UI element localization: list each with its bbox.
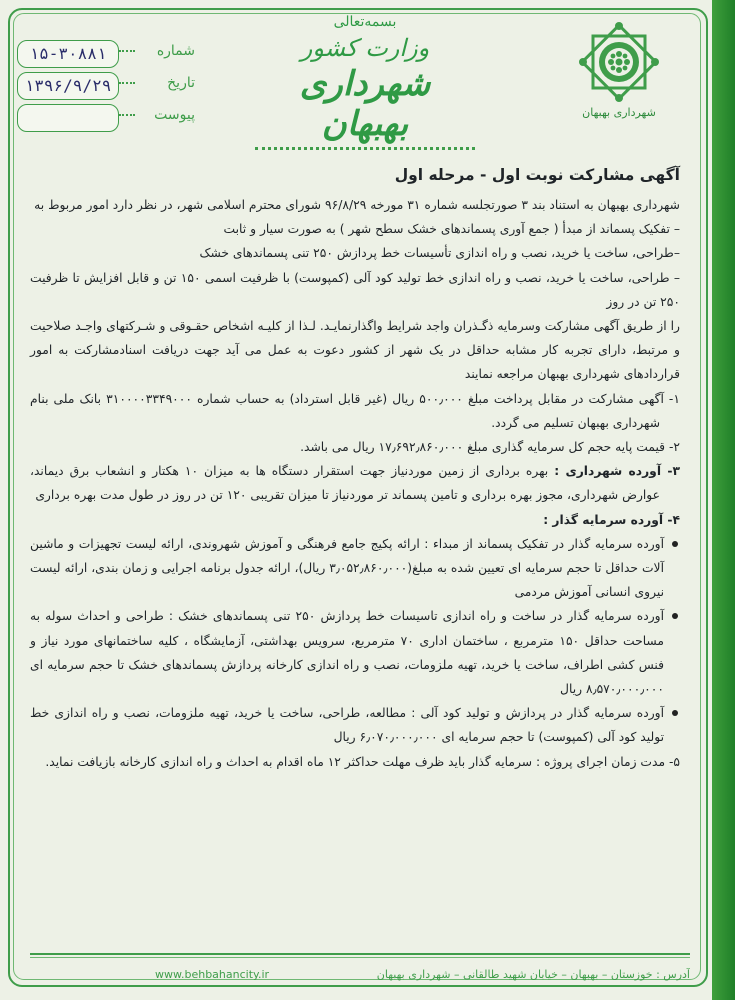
scope-line-2: –طراحی، ساخت یا خرید، نصب و راه اندازی تأسیسات خط پردازش ۲۵۰ تنی پسماندهای خشک	[199, 246, 680, 261]
footer-rule-inner	[30, 957, 690, 958]
date-label: تاریخ	[167, 75, 195, 91]
investor-bullet-1: آورده سرمایه گذار در تفکیک پسماند از مبداء : ارائه پکیج جامع فرهنگی و آموزش شهروندی، ارائه لیست تجهیزات و ماشین آلات حداقل تا حجم سرمایه ای تعیین شده به مبلغ(۳٫۰۵۲٫۸۶۰٫۰۰۰ ریال)، ارائه جدول برنامه اجرایی و زمان بندی، ارائه لیست نیروی انسانی آموزش مردمی	[30, 532, 680, 605]
footer-address: آدرس : خوزستان – بهبهان – خیابان شهید طالقانی – شهرداری بهبهان	[376, 968, 690, 981]
item-4-heading: ۴- آورده سرمایه گذار :	[543, 512, 680, 527]
item-2: ۲- قیمت پایه حجم کل سرمایه گذاری مبلغ ۱۷٫۶۹۲٫۸۶۰٫۰۰۰ ریال می باشد.	[300, 440, 680, 455]
number-value: ۱۵-۳۰۸۸۱	[17, 40, 119, 68]
attachment-value	[17, 104, 119, 132]
letter-footer	[30, 968, 690, 990]
investor-bullet-3: آورده سرمایه گذار در پردازش و تولید کود آلی : مطالعه، طراحی، ساخت یا خرید، تهیه ملزومات، نصب و راه اندازی خط تولید کود آلی (کمپوست) تا حجم سرمایه ای ۶٫۰۷۰٫۰۰۰٫۰۰۰ ریال	[30, 701, 680, 749]
date-value: ۱۳۹۶/۹/۲۹	[17, 72, 119, 100]
item-3-text: بهره برداری از زمین موردنیاز جهت استقرار دستگاه ها به میزان ۱۰ هکتار و انشعاب برق دیماند، عوارض شهرداری، مجوز بهره برداری و تامین پسماند تر موردنیاز تا میزان تقریبی ۱۲۰ تن در روز در طول مدت بهره برداری	[30, 464, 660, 503]
decorative-divider	[255, 147, 475, 160]
meta-date-row	[15, 72, 230, 104]
footer-rule	[30, 953, 690, 955]
intro-paragraph: شهرداری بهبهان به استناد بند ۳ صورتجلسه شماره ۳۱ مورخه ۹۶/۸/۲۹ شورای محترم اسلامی شهر، در نظر دارد امور مربوط به	[34, 198, 680, 212]
municipality-logo	[560, 20, 678, 140]
item-5: ۵- مدت زمان اجرای پروژه : سرمایه گذار باید ظرف مهلت حداکثر ۱۲ ماه اقدام به احداث و راه اندازی کارخانه بازیافت نماید.	[45, 754, 680, 769]
meta-number-row	[15, 40, 230, 72]
invitation-paragraph: را از طریق آگهی مشارکت وسرمایه ذگـذران واجد شرایط واگذارنمایـد. لـذا از کلیـه اشخاص حقـوقی و شـرکتهای واجـد صلاحیت و مرتبط، دارای تجربه کار مشابه حداقل در یک شهر از کشور دعوت به عمل می آید جهت دریافت اسنادمشارکت به امور قراردادهای شهرداری بهبهان مراجعه نمایند	[30, 319, 680, 382]
letterhead-brand	[255, 10, 475, 150]
letter-meta	[15, 40, 230, 136]
notice-title: آگهی مشارکت نوبت اول - مرحله اول	[394, 166, 680, 184]
scope-line-1: – تفکیک پسماند از مبدأ ( جمع آوری پسماندهای خشک سطح شهر ) به صورت سیار و ثابت	[223, 222, 680, 237]
attachment-label: پیوست	[154, 107, 195, 123]
scope-line-3: – طراحی، ساخت یا خرید، نصب و راه اندازی خط تولید کود آلی (کمپوست) با ظرفیت اسمی ۱۵۰ تن و قابل افزایش تا ظرفیت ۲۵۰ تن در روز	[30, 270, 680, 309]
municipality-title: شهرداری بهبهان	[299, 64, 431, 144]
letter-body	[30, 160, 680, 774]
footer-website: www.behbahancity.ir	[155, 968, 270, 981]
item-3	[30, 459, 680, 507]
meta-attachment-row	[15, 104, 230, 136]
logo-caption: شهرداری بهبهان	[582, 106, 656, 119]
item-3-heading: ۳- آورده شهرداری :	[554, 464, 681, 479]
investor-bullet-2: آورده سرمایه گذار در ساخت و راه اندازی تاسیسات خط پردازش ۲۵۰ تنی پسماندهای خشک : طراحی و احداث سوله به مساحت حداقل ۱۵۰ مترمربع ، ساختمان اداری ۷۰ مترمربع، سرویس بهداشتی، آزمایشگاه ، کلیه ساختمانهای مورد نیاز و فنس کشی اطراف، ساخت یا خرید، تهیه ملزومات، نصب و راه اندازی کارخانه پردازش پسماندهای خشک تا حجم سرمایه ای ۸٫۵۷۰٫۰۰۰٫۰۰۰ ریال	[30, 604, 680, 701]
municipality-emblem-icon	[577, 20, 661, 104]
green-folder-edge	[712, 0, 735, 1000]
bismillah: بسمه‌تعالی	[333, 14, 397, 30]
ministry-title: وزارت کشور	[300, 34, 430, 62]
number-label: شماره	[156, 43, 195, 59]
item-1: ۱- آگهی مشارکت در مقابل پرداخت مبلغ ۵۰۰٫۰۰۰ ریال (غیر قابل استرداد) به حساب شماره ۳۱۰۰۰۰۳۳۴۹۰۰۰ بانک ملی بنام شهرداری بهبهان تسلیم می گردد.	[30, 391, 680, 430]
